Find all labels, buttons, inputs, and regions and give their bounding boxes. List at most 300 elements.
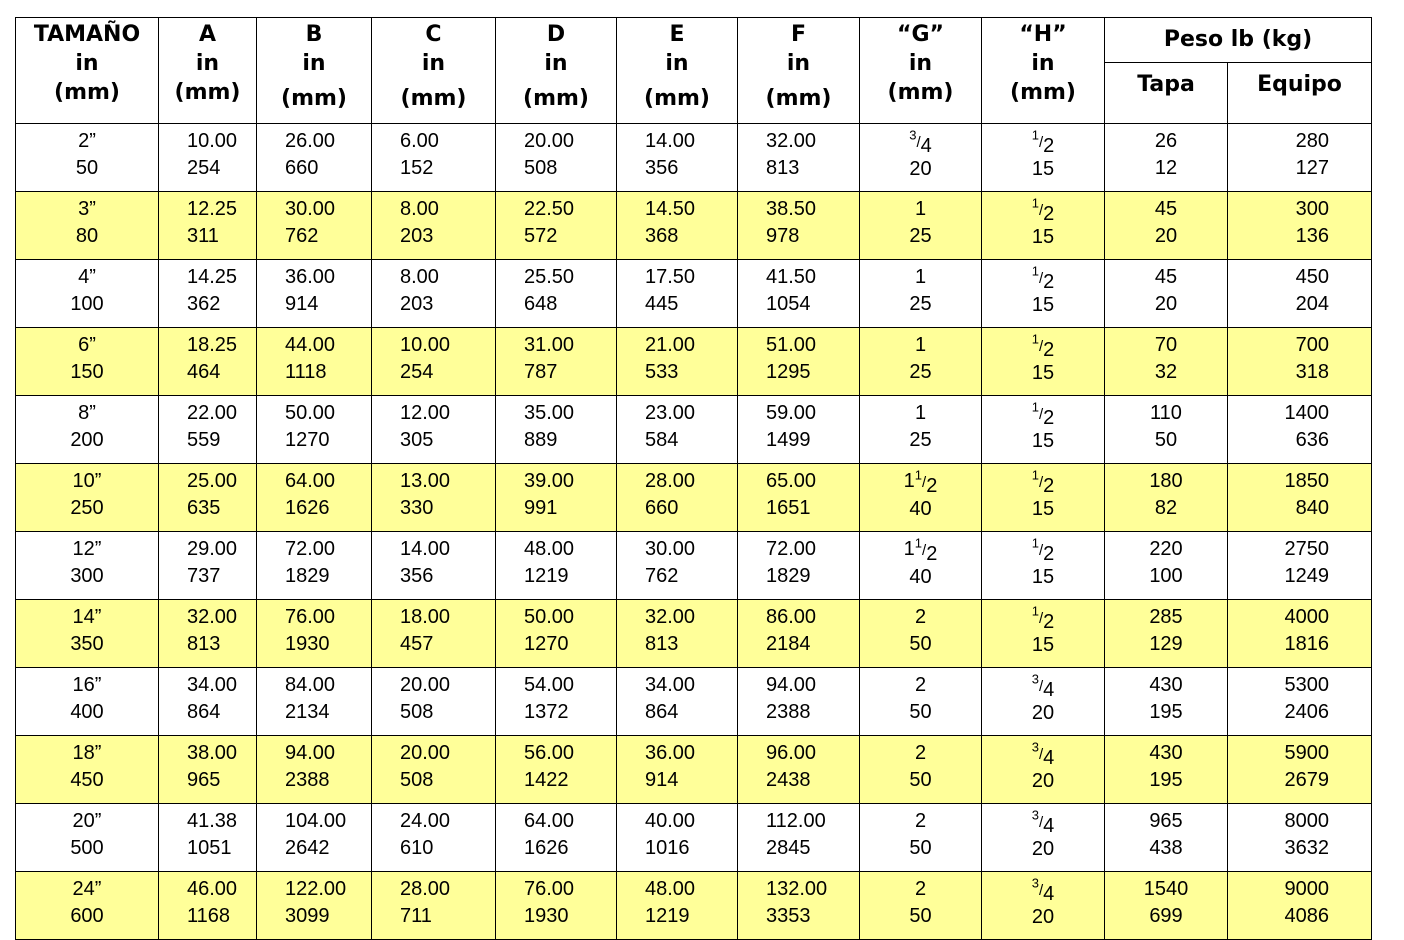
cell-g-whole: 2 xyxy=(914,878,927,900)
cell-h-slash: / xyxy=(1038,202,1044,219)
cell-f-mm: 3353 xyxy=(766,905,811,927)
cell-size-mm: 80 xyxy=(75,225,99,247)
cell-c xyxy=(372,464,496,532)
cell-g xyxy=(860,668,982,736)
cell-c-mm: 610 xyxy=(400,837,434,859)
cell-unit-mm: 318 xyxy=(1295,361,1330,383)
cell-e-in: 48.00 xyxy=(645,878,696,900)
cell-d-mm: 1372 xyxy=(524,701,569,723)
cell-c-mm: 356 xyxy=(400,565,434,587)
cell-size xyxy=(16,804,159,872)
cell-h-num: 1 xyxy=(1031,399,1039,415)
cell-lid xyxy=(1105,192,1228,260)
cell-lid-in: 965 xyxy=(1149,810,1183,832)
cell-b xyxy=(257,600,372,668)
cell-size xyxy=(16,328,159,396)
cell-h-num: 1 xyxy=(1031,467,1039,483)
cell-d xyxy=(496,872,617,940)
cell-d-in: 54.00 xyxy=(524,674,575,696)
cell-f xyxy=(738,396,860,464)
cell-f-in: 112.00 xyxy=(766,810,826,832)
cell-f xyxy=(738,804,860,872)
cell-f-in: 86.00 xyxy=(766,606,817,628)
cell-size-in: 6” xyxy=(78,334,96,356)
cell-b xyxy=(257,804,372,872)
cell-f-mm: 2184 xyxy=(766,633,811,655)
cell-size-mm: 400 xyxy=(70,701,104,723)
cell-f xyxy=(738,736,860,804)
cell-h-in xyxy=(982,808,1104,836)
cell-unit-in: 300 xyxy=(1295,198,1330,220)
cell-h-in xyxy=(982,196,1104,224)
cell-g-den: 2 xyxy=(926,475,938,497)
cell-h xyxy=(982,192,1105,260)
cell-f-in: 132.00 xyxy=(766,878,828,900)
cell-unit-mm: 204 xyxy=(1295,293,1330,315)
cell-h-num: 1 xyxy=(1031,195,1039,211)
cell-lid-mm: 32 xyxy=(1154,361,1178,383)
cell-unit-mm: 1816 xyxy=(1284,633,1330,655)
cell-size-in: 16” xyxy=(72,674,102,696)
cell-f-in: 96.00 xyxy=(766,742,817,764)
cell-a-mm: 1051 xyxy=(187,837,232,859)
cell-g-in xyxy=(860,468,981,496)
cell-lid-in: 26 xyxy=(1154,130,1178,152)
cell-a-in: 29.00 xyxy=(187,538,238,560)
cell-f-in: 41.50 xyxy=(766,266,817,288)
cell-a-in: 22.00 xyxy=(187,402,238,424)
cell-a xyxy=(159,124,257,192)
cell-f-in: 94.00 xyxy=(766,674,817,696)
header-weight-unit: Equipo xyxy=(1228,63,1372,124)
cell-g-whole: 1 xyxy=(914,402,927,424)
cell-d-in: 31.00 xyxy=(524,334,575,356)
cell-size xyxy=(16,532,159,600)
cell-g-mm: 40 xyxy=(909,498,932,520)
cell-c-in: 13.00 xyxy=(400,470,451,492)
cell-size xyxy=(16,668,159,736)
cell-e-in: 17.50 xyxy=(645,266,696,288)
cell-c-mm: 711 xyxy=(400,905,432,927)
cell-size xyxy=(16,192,159,260)
cell-g-in xyxy=(860,332,981,359)
cell-c-in: 20.00 xyxy=(400,674,451,696)
cell-e-in: 14.00 xyxy=(645,130,696,152)
cell-d xyxy=(496,668,617,736)
cell-unit-in: 450 xyxy=(1295,266,1330,288)
cell-h xyxy=(982,872,1105,940)
header-a: A in (mm) xyxy=(159,18,257,124)
cell-h-in xyxy=(982,468,1104,496)
cell-b-mm: 660 xyxy=(285,157,319,179)
cell-h-num: 3 xyxy=(1031,739,1039,755)
cell-g-whole: 1 xyxy=(914,198,927,220)
cell-lid-in: 70 xyxy=(1154,334,1178,356)
cell-a-in: 34.00 xyxy=(187,674,238,696)
header-weight-group: Peso lb (kg) xyxy=(1105,18,1372,63)
table-row xyxy=(16,396,1372,464)
cell-d xyxy=(496,804,617,872)
cell-unit xyxy=(1228,260,1372,328)
cell-d xyxy=(496,124,617,192)
cell-h xyxy=(982,396,1105,464)
cell-d-mm: 1270 xyxy=(524,633,569,655)
cell-c xyxy=(372,192,496,260)
cell-c-in: 8.00 xyxy=(400,198,439,220)
cell-h-mm: 20 xyxy=(1031,906,1055,928)
cell-g-mm: 25 xyxy=(909,429,932,451)
cell-lid-mm: 12 xyxy=(1154,157,1178,179)
cell-b-in: 122.00 xyxy=(285,878,347,900)
cell-b xyxy=(257,668,372,736)
cell-lid-mm: 438 xyxy=(1149,837,1183,859)
cell-e xyxy=(617,260,738,328)
cell-h-in xyxy=(982,876,1104,904)
cell-c-in: 14.00 xyxy=(400,538,451,560)
cell-a xyxy=(159,804,257,872)
cell-d-in: 39.00 xyxy=(524,470,575,492)
cell-unit-in: 8000 xyxy=(1284,810,1330,832)
cell-e-mm: 368 xyxy=(645,225,679,247)
header-h: “H” in (mm) xyxy=(982,18,1105,124)
cell-c-mm: 203 xyxy=(400,225,434,247)
cell-a xyxy=(159,736,257,804)
cell-b xyxy=(257,736,372,804)
cell-b xyxy=(257,532,372,600)
cell-a xyxy=(159,532,257,600)
cell-g-whole: 2 xyxy=(914,674,927,696)
cell-c-in: 10.00 xyxy=(400,334,451,356)
cell-h-num: 1 xyxy=(1031,603,1039,619)
cell-lid-mm: 195 xyxy=(1149,769,1183,791)
cell-b-mm: 1930 xyxy=(285,633,330,655)
cell-g-den: 4 xyxy=(920,135,932,157)
cell-h-mm: 15 xyxy=(1031,226,1055,248)
cell-lid xyxy=(1105,464,1228,532)
cell-e-in: 32.00 xyxy=(645,606,696,628)
cell-size-mm: 450 xyxy=(70,769,104,791)
cell-g xyxy=(860,804,982,872)
cell-g-mm: 40 xyxy=(909,566,932,588)
cell-g-in xyxy=(860,196,981,223)
table-row xyxy=(16,192,1372,260)
cell-h-mm: 20 xyxy=(1031,838,1055,860)
table-row xyxy=(16,872,1372,940)
cell-b-mm: 1626 xyxy=(285,497,330,519)
cell-b-in: 44.00 xyxy=(285,334,336,356)
table-row xyxy=(16,260,1372,328)
cell-b-mm: 1270 xyxy=(285,429,330,451)
cell-g-whole: 1 xyxy=(903,470,915,492)
table-row xyxy=(16,600,1372,668)
header-c: C in (mm) xyxy=(372,18,496,124)
cell-g-num: 3 xyxy=(909,127,917,143)
cell-lid-in: 180 xyxy=(1149,470,1183,492)
cell-d-mm: 889 xyxy=(524,429,558,451)
cell-unit-mm: 136 xyxy=(1295,225,1330,247)
header-g: “G” in (mm) xyxy=(860,18,982,124)
cell-lid-in: 285 xyxy=(1149,606,1183,628)
cell-b-mm: 3099 xyxy=(285,905,330,927)
cell-unit-mm: 2679 xyxy=(1284,769,1330,791)
table-row xyxy=(16,464,1372,532)
cell-b-mm: 2388 xyxy=(285,769,330,791)
cell-size xyxy=(16,736,159,804)
table-row xyxy=(16,124,1372,192)
cell-d-mm: 508 xyxy=(524,157,558,179)
cell-a xyxy=(159,328,257,396)
cell-f xyxy=(738,872,860,940)
cell-f xyxy=(738,192,860,260)
cell-h-in xyxy=(982,740,1104,768)
cell-h-slash: / xyxy=(1038,406,1044,423)
cell-h xyxy=(982,328,1105,396)
cell-h xyxy=(982,600,1105,668)
cell-f xyxy=(738,668,860,736)
cell-unit-in: 5900 xyxy=(1284,742,1330,764)
cell-b-mm: 2134 xyxy=(285,701,330,723)
cell-g xyxy=(860,736,982,804)
cell-e-mm: 533 xyxy=(645,361,679,383)
cell-b-in: 94.00 xyxy=(285,742,336,764)
cell-c-mm: 152 xyxy=(400,157,434,179)
cell-h-den: 4 xyxy=(1043,883,1055,905)
cell-unit-in: 1850 xyxy=(1284,470,1330,492)
cell-e xyxy=(617,532,738,600)
cell-e xyxy=(617,192,738,260)
cell-lid xyxy=(1105,396,1228,464)
cell-h-den: 2 xyxy=(1043,135,1055,157)
cell-e-mm: 584 xyxy=(645,429,679,451)
cell-lid xyxy=(1105,668,1228,736)
header-f: F in (mm) xyxy=(738,18,860,124)
cell-f-in: 59.00 xyxy=(766,402,817,424)
cell-lid xyxy=(1105,736,1228,804)
cell-a-in: 46.00 xyxy=(187,878,238,900)
cell-g xyxy=(860,192,982,260)
cell-d-in: 20.00 xyxy=(524,130,575,152)
cell-unit xyxy=(1228,192,1372,260)
cell-d-mm: 648 xyxy=(524,293,558,315)
cell-g-in xyxy=(860,876,981,903)
cell-size-in: 2” xyxy=(78,130,96,152)
cell-f xyxy=(738,328,860,396)
cell-h-den: 2 xyxy=(1043,271,1055,293)
cell-g-whole: 2 xyxy=(914,810,927,832)
cell-e-mm: 762 xyxy=(645,565,679,587)
cell-g-mm: 25 xyxy=(909,225,932,247)
cell-h-slash: / xyxy=(1038,882,1044,899)
cell-b-mm: 762 xyxy=(285,225,319,247)
cell-unit xyxy=(1228,804,1372,872)
cell-size-mm: 250 xyxy=(70,497,104,519)
cell-h-mm: 15 xyxy=(1031,294,1055,316)
cell-g-in xyxy=(860,264,981,291)
cell-h-mm: 15 xyxy=(1031,498,1055,520)
header-b: B in (mm) xyxy=(257,18,372,124)
cell-c-in: 12.00 xyxy=(400,402,451,424)
cell-size-mm: 100 xyxy=(70,293,104,315)
cell-h-num: 3 xyxy=(1031,875,1039,891)
cell-g-whole: 1 xyxy=(914,266,927,288)
cell-size-in: 4” xyxy=(78,266,96,288)
cell-a-mm: 362 xyxy=(187,293,221,315)
cell-a xyxy=(159,192,257,260)
cell-g-mm: 50 xyxy=(909,837,932,859)
cell-h-mm: 15 xyxy=(1031,566,1055,588)
cell-h-mm: 15 xyxy=(1031,634,1055,656)
cell-lid-mm: 699 xyxy=(1149,905,1183,927)
cell-g xyxy=(860,600,982,668)
cell-c-mm: 508 xyxy=(400,701,434,723)
cell-c xyxy=(372,532,496,600)
cell-unit-in: 280 xyxy=(1295,130,1330,152)
cell-f xyxy=(738,532,860,600)
cell-c xyxy=(372,668,496,736)
table-row xyxy=(16,668,1372,736)
cell-unit xyxy=(1228,872,1372,940)
cell-d xyxy=(496,736,617,804)
cell-c-in: 8.00 xyxy=(400,266,439,288)
cell-a-in: 10.00 xyxy=(187,130,238,152)
cell-g xyxy=(860,532,982,600)
cell-g-slash: / xyxy=(922,542,927,559)
cell-h-slash: / xyxy=(1038,610,1044,627)
cell-h-num: 1 xyxy=(1031,127,1039,143)
cell-a xyxy=(159,464,257,532)
cell-h-num: 1 xyxy=(1031,263,1039,279)
cell-lid-mm: 100 xyxy=(1149,565,1183,587)
cell-b-in: 36.00 xyxy=(285,266,336,288)
cell-g-mm: 50 xyxy=(909,905,932,927)
cell-g xyxy=(860,464,982,532)
cell-h-slash: / xyxy=(1038,746,1044,763)
cell-d-mm: 787 xyxy=(524,361,558,383)
cell-e xyxy=(617,328,738,396)
cell-c xyxy=(372,260,496,328)
cell-lid xyxy=(1105,600,1228,668)
cell-f-mm: 2845 xyxy=(766,837,811,859)
cell-c xyxy=(372,804,496,872)
cell-size-in: 14” xyxy=(72,606,102,628)
cell-d-mm: 1930 xyxy=(524,905,569,927)
cell-g-num: 1 xyxy=(914,535,923,551)
cell-b xyxy=(257,192,372,260)
cell-e-mm: 660 xyxy=(645,497,679,519)
cell-h-mm: 15 xyxy=(1031,430,1055,452)
cell-h-slash: / xyxy=(1038,542,1044,559)
cell-lid-in: 45 xyxy=(1154,266,1178,288)
cell-lid-in: 220 xyxy=(1149,538,1183,560)
cell-e-in: 34.00 xyxy=(645,674,696,696)
cell-d xyxy=(496,464,617,532)
cell-g-whole: 2 xyxy=(914,742,927,764)
cell-d-mm: 1422 xyxy=(524,769,569,791)
cell-b xyxy=(257,872,372,940)
cell-h-in xyxy=(982,128,1104,156)
cell-b xyxy=(257,124,372,192)
table-body xyxy=(16,124,1372,940)
cell-unit-mm: 4086 xyxy=(1284,905,1330,927)
cell-h-den: 2 xyxy=(1043,339,1055,361)
cell-c-mm: 330 xyxy=(400,497,434,519)
cell-e-mm: 445 xyxy=(645,293,679,315)
cell-lid-mm: 129 xyxy=(1149,633,1183,655)
cell-e-mm: 1016 xyxy=(645,837,690,859)
cell-unit-in: 1400 xyxy=(1284,402,1330,424)
cell-a xyxy=(159,872,257,940)
cell-c-mm: 457 xyxy=(400,633,434,655)
cell-c-mm: 305 xyxy=(400,429,434,451)
cell-unit-in: 4000 xyxy=(1284,606,1330,628)
cell-h-mm: 15 xyxy=(1031,362,1055,384)
cell-h-mm: 15 xyxy=(1031,158,1055,180)
cell-c-mm: 508 xyxy=(400,769,434,791)
cell-g-in xyxy=(860,400,981,427)
cell-c-in: 6.00 xyxy=(400,130,439,152)
cell-lid-in: 1540 xyxy=(1143,878,1189,900)
cell-h-slash: / xyxy=(1038,134,1044,151)
cell-g-mm: 50 xyxy=(909,633,932,655)
header-weight-lid: Tapa xyxy=(1105,63,1228,124)
cell-d-in: 50.00 xyxy=(524,606,575,628)
table-row xyxy=(16,532,1372,600)
cell-e-mm: 813 xyxy=(645,633,679,655)
cell-a-mm: 864 xyxy=(187,701,221,723)
cell-h-slash: / xyxy=(1038,814,1044,831)
cell-b-in: 76.00 xyxy=(285,606,336,628)
cell-a-mm: 813 xyxy=(187,633,221,655)
cell-size-in: 24” xyxy=(72,878,102,900)
cell-a-in: 12.25 xyxy=(187,198,238,220)
cell-g-mm: 50 xyxy=(909,769,932,791)
cell-f-mm: 2388 xyxy=(766,701,811,723)
cell-g-mm: 20 xyxy=(909,158,932,180)
cell-h xyxy=(982,804,1105,872)
cell-g-in xyxy=(860,604,981,631)
cell-g-in xyxy=(860,128,981,156)
cell-size xyxy=(16,600,159,668)
cell-b-in: 84.00 xyxy=(285,674,336,696)
cell-b-mm: 914 xyxy=(285,293,319,315)
cell-a-in: 18.25 xyxy=(187,334,238,356)
cell-e xyxy=(617,600,738,668)
cell-f xyxy=(738,464,860,532)
cell-c xyxy=(372,736,496,804)
cell-e-mm: 356 xyxy=(645,157,679,179)
cell-g-whole: 2 xyxy=(914,606,927,628)
cell-b-in: 26.00 xyxy=(285,130,336,152)
cell-size-mm: 200 xyxy=(70,429,104,451)
cell-f xyxy=(738,600,860,668)
cell-b-in: 104.00 xyxy=(285,810,347,832)
cell-unit-in: 5300 xyxy=(1284,674,1330,696)
cell-f-in: 32.00 xyxy=(766,130,817,152)
table-row xyxy=(16,804,1372,872)
cell-h xyxy=(982,464,1105,532)
cell-unit-mm: 2406 xyxy=(1284,701,1330,723)
cell-g-in xyxy=(860,808,981,835)
cell-c-mm: 203 xyxy=(400,293,434,315)
cell-a-mm: 464 xyxy=(187,361,221,383)
cell-lid xyxy=(1105,804,1228,872)
cell-g-mm: 50 xyxy=(909,701,932,723)
header-d: D in (mm) xyxy=(496,18,617,124)
cell-f-mm: 2438 xyxy=(766,769,811,791)
cell-h-num: 3 xyxy=(1031,671,1039,687)
cell-h-den: 2 xyxy=(1043,611,1055,633)
cell-e-in: 40.00 xyxy=(645,810,696,832)
